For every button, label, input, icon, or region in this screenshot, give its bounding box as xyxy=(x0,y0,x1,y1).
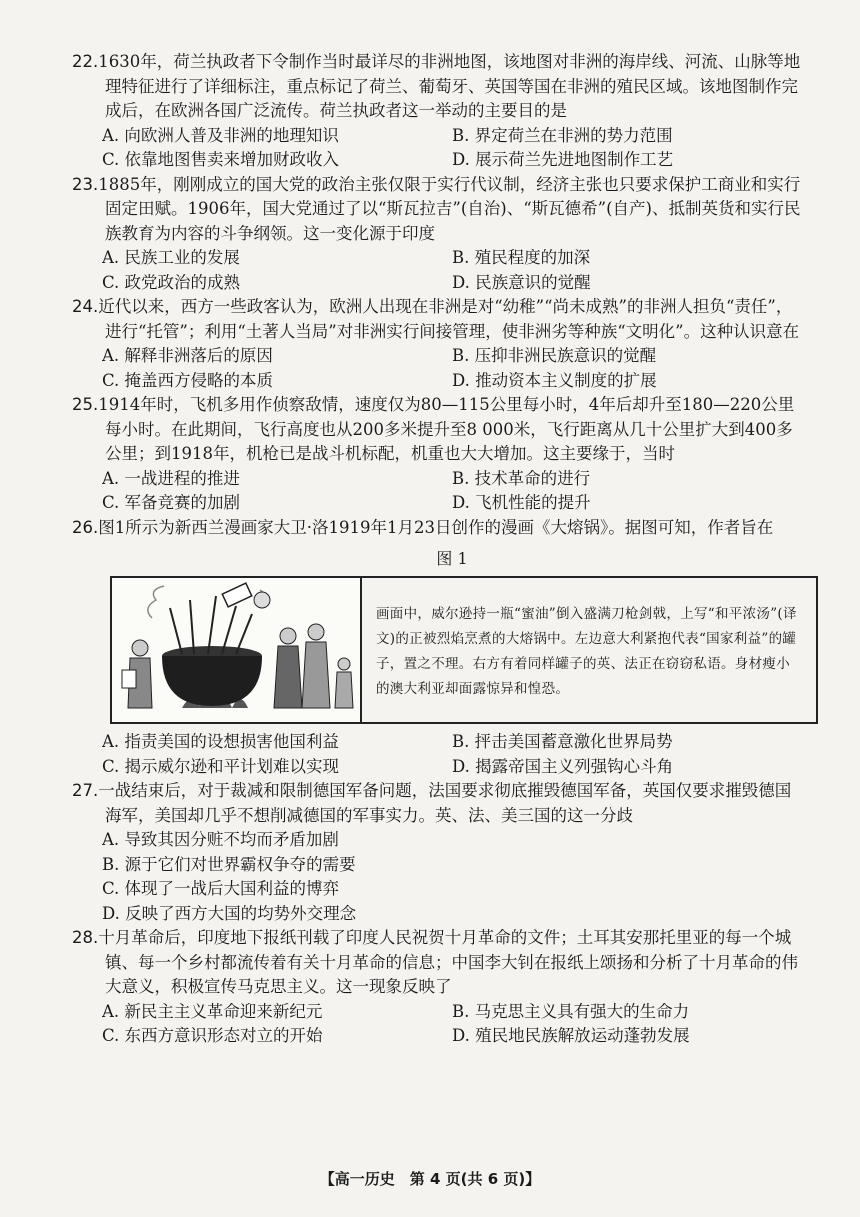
option-a[interactable]: A. 新民主主义革命迎来新纪元 xyxy=(102,1001,323,1021)
option-b[interactable]: B. 界定荷兰在非洲的势力范围 xyxy=(452,125,673,145)
option-b[interactable]: B. 技术革命的进行 xyxy=(452,468,591,488)
question-number: 24. xyxy=(72,297,99,316)
figure-box xyxy=(110,576,818,724)
options xyxy=(72,124,802,173)
option-d[interactable]: D. 推动资本主义制度的扩展 xyxy=(452,370,657,390)
question-22 xyxy=(72,50,802,173)
options xyxy=(72,828,802,926)
question-number: 28. xyxy=(72,928,99,947)
option-d[interactable]: D. 民族意识的觉醒 xyxy=(452,272,591,292)
question-stem: 近代以来，西方一些政客认为，欧洲人出现在非洲是对“幼稚”“尚未成熟”的非洲人担负“责任”，进行“托管”；利用“土著人当局”对非洲实行间接管理，使非洲劣等种族“文明化”。这种认识意在 xyxy=(98,297,800,341)
option-a[interactable]: A. 一战进程的推进 xyxy=(102,468,240,488)
option-c[interactable]: C. 政党政治的成熟 xyxy=(102,272,241,292)
option-d[interactable]: D. 展示荷兰先进地图制作工艺 xyxy=(452,150,674,169)
option-d[interactable]: D. 殖民地民族解放运动蓬勃发展 xyxy=(452,1026,690,1045)
page-footer: 【高一历史 第 4 页(共 6 页)】 xyxy=(319,1170,541,1188)
question-stem: 1914年时，飞机多用作侦察敌情，速度仅为80—115公里每小时，4年后却升至180—220公里每小时。在此期间，飞行高度也从200多米提升至8 000米，飞行距离从几十公里扩大到400多公里；到1918年，机枪已是战斗机标配，机重也大大增加。这主要缘于，当时 xyxy=(98,395,795,463)
question-stem: 图1所示为新西兰漫画家大卫·洛1919年1月23日创作的漫画《大熔锅》。据图可知，作者旨在 xyxy=(98,517,774,537)
question-27 xyxy=(72,779,802,926)
options xyxy=(72,344,802,393)
question-number: 26. xyxy=(72,517,99,537)
question-number: 22. xyxy=(72,52,99,71)
question-stem: 一战结束后，对于裁减和限制德国军备问题，法国要求彻底摧毁德国军备，英国仅要求摧毁德国海军，美国却几乎不想削减德国的军事实力。英、法、美三国的这一分歧 xyxy=(98,781,792,825)
options xyxy=(72,467,802,516)
option-d[interactable]: D. 反映了西方大国的均势外交理念 xyxy=(102,903,357,923)
option-c[interactable]: C. 依靠地图售卖来增加财政收入 xyxy=(102,150,340,169)
cartoon-image xyxy=(112,578,362,722)
options xyxy=(72,730,802,779)
option-a[interactable]: A. 向欧洲人普及非洲的地理知识 xyxy=(102,125,339,145)
question-24 xyxy=(72,295,802,393)
question-26 xyxy=(72,516,802,780)
option-d[interactable]: D. 揭露帝国主义列强钩心斗角 xyxy=(452,756,674,776)
question-stem: 1885年，刚刚成立的国大党的政治主张仅限于实行代议制，经济主张也只要求保护工商业和实行固定田赋。1906年，国大党通过了以“斯瓦拉吉”(自治)、“斯瓦德希”(自产)、抵制英货和实行民族教育为内容的斗争纲领。这一变化源于印度 xyxy=(98,174,801,243)
option-b[interactable]: B. 压抑非洲民族意识的觉醒 xyxy=(452,346,657,365)
option-c[interactable]: C. 掩盖西方侵略的本质 xyxy=(102,370,274,390)
melting-pot-cartoon-icon xyxy=(112,578,358,722)
question-stem: 十月革命后，印度地下报纸刊载了印度人民祝贺十月革命的文件；土耳其安那托里亚的每一个城镇、每一个乡村都流传着有关十月革命的信息；中国李大钊在报纸上颂扬和分析了十月革命的伟大意义，积极宣传马克思主义。这一现象反映了 xyxy=(98,928,798,996)
option-c[interactable]: C. 东西方意识形态对立的开始 xyxy=(102,1026,323,1045)
option-b[interactable]: B. 马克思主义具有强大的生命力 xyxy=(452,1001,690,1021)
options xyxy=(72,1000,802,1049)
option-a[interactable]: A. 解释非洲落后的原因 xyxy=(102,346,273,365)
question-number: 25. xyxy=(72,395,99,414)
option-d[interactable]: D. 飞机性能的提升 xyxy=(452,493,591,512)
option-a[interactable]: A. 民族工业的发展 xyxy=(102,248,240,267)
figure-description: 画面中，威尔逊持一瓶“蜜油”倒入盛满刀枪剑戟，上写“和平浓汤”(译文)的正被烈焰烹煮的大熔锅中。左边意大利紧抱代表“国家利益”的罐子，置之不理。右方有着同样罐子的英、法正在窃窃私语。身材瘦小的澳大利亚却面露惊异和惶恐。 xyxy=(376,606,797,697)
options xyxy=(72,246,802,295)
option-c[interactable]: C. 体现了一战后大国利益的博弈 xyxy=(102,879,340,898)
question-number: 23. xyxy=(72,174,99,194)
figure-caption: 图 1 xyxy=(436,549,468,568)
question-28 xyxy=(72,926,802,1049)
option-b[interactable]: B. 殖民程度的加深 xyxy=(452,248,591,267)
question-23 xyxy=(72,173,802,296)
option-a[interactable]: A. 指责美国的设想损害他国利益 xyxy=(102,732,339,751)
option-c[interactable]: C. 军备竞赛的加剧 xyxy=(102,493,241,512)
option-b[interactable]: B. 源于它们对世界霸权争夺的需要 xyxy=(102,854,356,874)
option-c[interactable]: C. 揭示威尔逊和平计划难以实现 xyxy=(102,756,340,776)
question-25 xyxy=(72,393,802,516)
question-number: 27. xyxy=(72,781,99,800)
question-stem: 1630年，荷兰执政者下令制作当时最详尽的非洲地图，该地图对非洲的海岸线、河流、山脉等地理特征进行了详细标注，重点标记了荷兰、葡萄牙、英国等国在非洲的殖民区域。该地图制作完成后，在欧洲各国广泛流传。荷兰执政者这一举动的主要目的是 xyxy=(98,52,801,120)
option-b[interactable]: B. 抨击美国蓄意激化世界局势 xyxy=(452,732,673,751)
option-a[interactable]: A. 导致其因分赃不均而矛盾加剧 xyxy=(102,830,339,849)
